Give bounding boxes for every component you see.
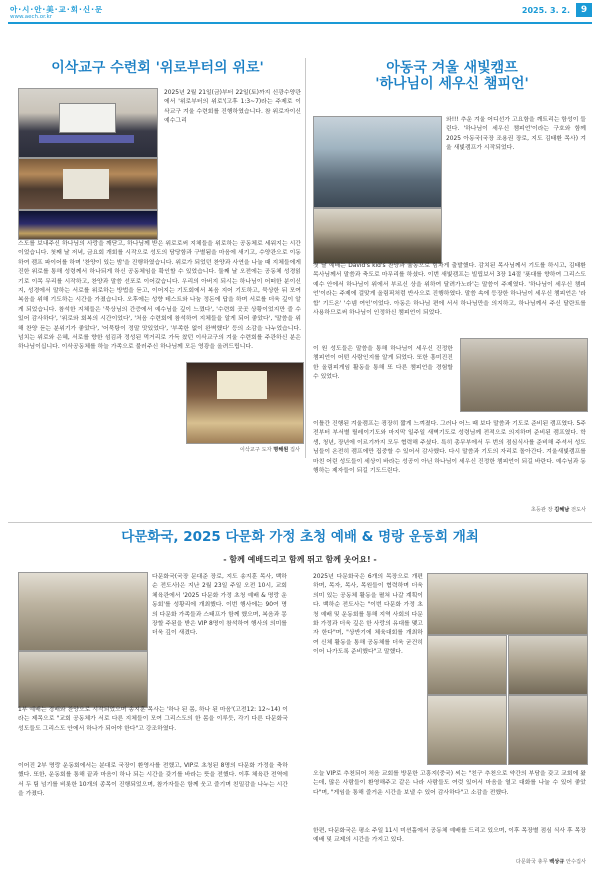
article2-photo-1 — [313, 116, 442, 208]
column-divider — [305, 58, 306, 458]
article3-text-b: 1부 예배는 경배와 찬양으로 시작되었으며 송지훈 목사는 '하나 된 몸, 하나 된 마음'(고전12: 12~14) 이라는 제목으로 "교회 공동체가 서로 다른 지체들이 모여 그리스도의 한 몸을 이루듯, 각기 다른 다문화국 성도들도 그리스도 안에서 하나가 되어야 한다"고 강조하였다. — [18, 707, 288, 732]
article2-title-line2: '하나님이 세우신 챔피언' — [375, 76, 529, 93]
article1-title: 이삭교구 수련회 '위로부터의 위로' — [51, 60, 264, 76]
article1-photo-4 — [186, 362, 304, 444]
page-number: 9 — [576, 3, 592, 17]
projection-screen — [63, 169, 109, 199]
article2-credit — [440, 506, 586, 513]
article3-photo-7 — [508, 695, 588, 765]
article3-subtitle: - 함께 예배드리고 함께 뛰고 함께 웃어요! - — [223, 555, 377, 564]
article2-text-a: 와!!! 추운 겨울 어디선가 고요함을 깨트리는 함성이 들린다. '하나님이 세우신 챔피언'이라는 구호와 함께 2025 아동국(국장 조용권 장로, 지도 김태환 목사) 겨울 새빛캠프가 시작되었다. — [446, 117, 586, 152]
header-rule — [8, 22, 592, 24]
article2-title — [312, 60, 592, 92]
article2-title-line1: 아동국 겨울 새빛캠프 — [386, 60, 518, 76]
article1-credit — [160, 446, 300, 453]
credit-suffix: 전도사 — [570, 507, 586, 513]
article3-photo-5 — [508, 635, 588, 695]
article3-photo-4 — [427, 635, 507, 695]
article3-text-c: 이어진 2부 명랑 운동회에서는 분대로 국장이 환영사를 전했고, VIP로 초청된 8명의 다문화 가정을 축하했다. 또한, 운동회를 통해 끝과 마음이 하나 되는 시간을 갖기를 바라는 뜻을 전했다. 이후 체육관 전역에서 두 팀 넘기를 비롯한 10개의 종목이 진행되었으며, 참가자들은 함께 웃고 즐기며 친밀감을 나누는 시간을 가졌다. — [18, 763, 288, 798]
article3-text-f: 한편, 다문화국은 평소 주일 11시 미션홀에서 공동체 예배를 드리고 있으며, 이후 목장별 점심 식사 후 목장 예배 및 교제의 시간을 가지고 있다. — [313, 828, 586, 844]
article3-photo-6 — [427, 695, 507, 765]
credit-label: 초등관 장 — [530, 507, 553, 513]
section-divider — [8, 522, 592, 523]
credit-label: 다문화국 총무 — [515, 859, 548, 865]
article2-photo-3 — [460, 338, 588, 412]
article1-photo-1 — [18, 88, 158, 158]
article1-photo-3 — [18, 210, 158, 240]
article3-text-e: 오늘 VIP로 추천되어 처음 교회를 방문한 고흥지(중국) 씨는 "친구 추천으로 약간의 부담을 갖고 교회에 왔는데, 많은 사람들이 환영해주고 같은 나라 사람들도 여럿 있어서 마음을 열고 대화를 나눌 수 있어 좋았다"며, "게임을 통해 즐거운 시간을 보낼 수 있어 감사하다"고 소감을 전했다. — [313, 771, 586, 796]
article3-text-a: 다문화국(국장 문대준 장로, 지도 송지훈 목사, 백하순 전도사)은 지난 2월 23일 주일 오전 10시, 교회 체육관에서 '2025 다문화 가정 초청 예배 & 명랑 운동회'를 성황리에 개최했다. 이번 행사에는 90여 명의 다문화 가족들과 스태프가 함께 했으며, 복음과 몽장할 주된을 받은 VIP 8명이 참석하여 행사의 의미를 더욱 깊이 새겼다. — [152, 574, 287, 637]
banner — [39, 135, 134, 143]
article2-photo-2 — [313, 208, 442, 264]
issue-date: 2025. 3. 2. — [521, 6, 570, 15]
article3-photo-1 — [18, 572, 148, 651]
article1-photo-2 — [18, 158, 158, 210]
article2-text-b: 첫 날 예배는 David's kid's 찬양과 율동으로 힘차게 출발했다. 감치된 목사님께서 기도를 하시고, 김태환 목사님께서 말씀과 축도로 마무리를 하셨다. 이번 새빛캠프는 빌립보서 3장 14절 '푯대를 향하여 그리스도 예수 안에서 하나님이 위에서 부르신 상을 위하여 달려가노라'는 말씀이 주제였다. '하나님이 세우신 챔피언'이라는 주제에 걸맞게 올림픽처럼 반사으로 진행하였다. 말씀 속에 등장한 하나님이 세우신 챔피언은 '라합' 기드온' '수넴 여인'이었다. 아동은 하나님 편에 서서 하나님만을 의지하고, 하나님께서 주신 달란트를 사용하므로써 하나님이 인정하신 챔피언이 되었다. — [313, 263, 586, 317]
article1-text-b-top: 스도를 보내주신 하나님의 사랑을 깨닫고, 하나님께 받은 위로로써 지체들을 위로하는 공동체로 세워지는 시간이었습니다. 첫째 날 저녁, 금요회 개회를 시작으로 성도의 담당함과 구별됨을 마음에 새기고, 수양관으로 이동하여 캠프 파이어를 하며 '찬양이 있는 밤'을 진행하였습니다. 위로가 되었던 찬양과 사연을 나눌 때 지체들에게 진한 위로를 통해 성령께서 하나되게 하신 공동체임을 확인할 수 있었습니다. 둘째 날 오전에는 공동체 성경읽기로 이목 무리를 시작하고, 찬양과 말씀 선포로 이어갔습니다. 우리의 아버지 되시는 하나님이 어떠한 분이신지, 성경에서 말하는 서로를 위로하는 방법을 듣고, 이어지는 기도회에서 복음 지어 기도하고, 묵상한 뒤 모여 복음을 위해 기도하는 시간을 가졌습니다. 오후에는 성향 테스트와 나눔 정돈에 답을 하며 서로를 더욱 깊이 알게 되었습니다. 참석한 지체들은 '묵상님의 간증에서 예수님을 깊이 느꼈다', '수련회 곳곳 상황이었지만 즐 수 있어 감사하다', '위로와 회복의 시간이었다', '처음 수련회에 참석하여 지체들을 알게 되어 좋았다', '말씀을 위해 찬양 듣는 분위기가 좋았다', '어묵탕이 정말 맛있었다', '부족한 없이 완벽했다' 등의 소감을 나누었습니다. 넘치는 위로와 은혜, 서로를 향한 섬김과 정성된 먹거리로 가득 찼던 이삭교구의 겨울 수련회를 주관하신 분은 하나님이십니다. 이삭공동체를 하늘 가족으로 불러주신 하나님께 모든 영광을 올려드립니다. — [18, 241, 301, 351]
article3-credit — [420, 858, 586, 865]
article2-text-d: 이틀간 진행된 겨울캠프는 굉장히 짧게 느껴졌다. 그러나 어느 때 보다 말씀과 기도로 준비된 캠프였다. 5주 전부터 부서별 릴레이기도와 마지막 일주일 새벽기도로 성령님께 전적으로 의지하며 준비된 캠프였다. 학생, 청년, 장년에 이르기까지 모두 협력해 주셨다. 특히 총무부에서 두 번의 점심식사를 준비해 주셔서 성도님들이 온전히 캠프에만 집중할 수 있어서 감사했다. 다시 말씀과 기도의 자리로 돌아간다. 겨울새빛캠프를 마친 어린 성도들이 세상이 바라는 성공이 아닌 하나님이 세우신 진정한 챔피언이 되길 바란다. 예수님과 동행하는 제자들이 되길 기도드린다. — [313, 421, 586, 475]
credit-suffix: 집사 — [289, 447, 300, 453]
article3-photo-3 — [427, 573, 588, 635]
article3-photo-2 — [18, 651, 148, 708]
credit-name: 명해원 — [273, 447, 289, 453]
projection-screen — [59, 103, 116, 133]
projection-screen — [217, 371, 267, 399]
article3-text-d: 2025년 다문화국은 6개의 목장으로 개편하며, 목자, 목사, 목원들이 협력하며 더욱 의미 있는 공동체 활동을 펼쳐 나갈 계획이다. 백하순 전도사는 "이번 다문화 가정 초청 예배 및 운동회를 통해 지역 사회의 다문화 가정과 더욱 깊은 한 사랑의 유대를 맺고자 한다"며, "상반기에 체육대회를 개최하여 신체 활동을 통해 공동체를 더욱 굳건히 이어 나가도록 준비했다"고 말했다. — [313, 574, 423, 656]
credit-name: 백상규 — [549, 859, 565, 865]
article3-title: 다문화국, 2025 다문화 가정 초청 예배 & 명랑 운동회 개최 — [121, 529, 479, 545]
site-url: www.aech.or.kr — [10, 14, 53, 20]
masthead: 아·시·안·美·교·회·신·문 — [10, 5, 104, 14]
credit-suffix: 안수집사 — [565, 859, 586, 865]
credit-name: 김혜남 — [554, 507, 570, 513]
credit-label: 이삭교구 도자 — [239, 447, 272, 453]
article2-text-c: 이 원 성도들은 말씀을 통해 하나님이 세우신 진정한 챔피언이 어떤 사람인지를 알게 되었다. 또한 흥미진진한 올림피게임 활동을 통해 또 다른 챔피언을 경험할 수 있었다. — [313, 346, 453, 381]
article1-text-a: 2025년 2월 21일(금)부터 22일(토)까지 신광수양관에서 '위로부터의 위로'(고후 1:3~7)라는 주제로 이삭교구 겨울 수련회를 진행하였습니다. 참 위로자이신 예수그리 — [164, 90, 301, 125]
